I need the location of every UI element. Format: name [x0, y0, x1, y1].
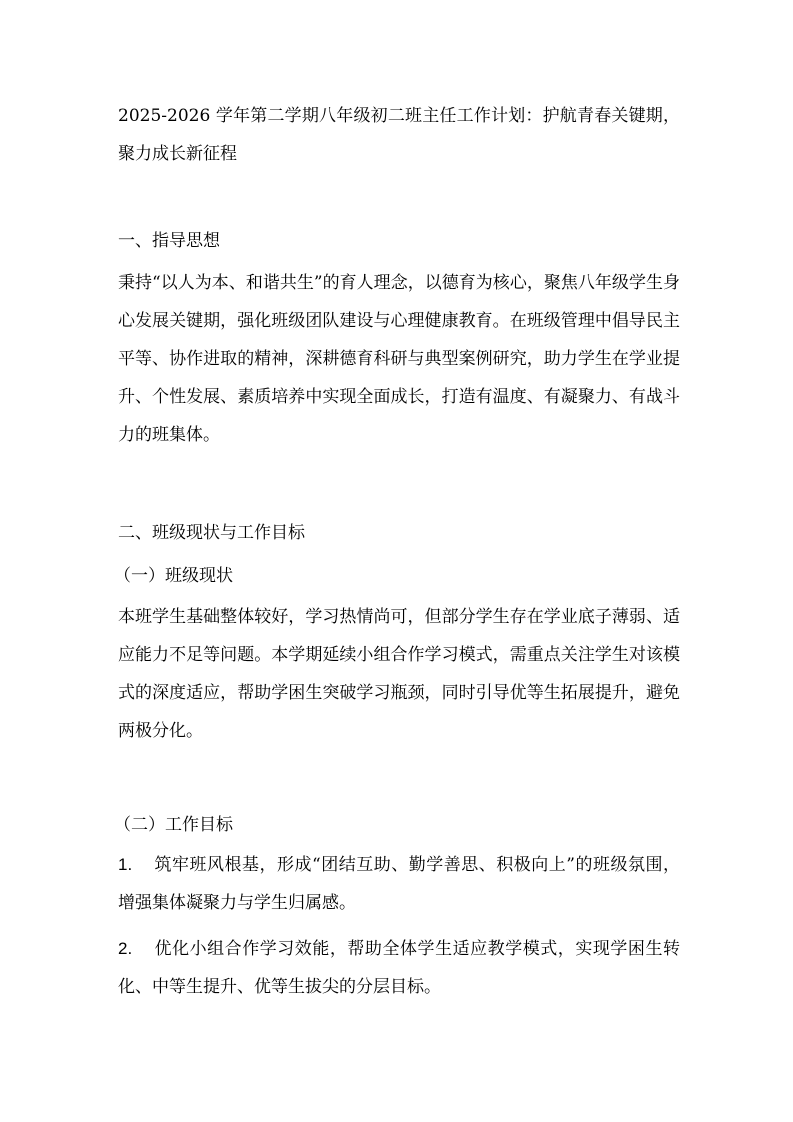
subsection-heading-class-status: （一）班级现状 — [114, 566, 233, 586]
list-item-text: 筑牢班风根基，形成“团结互助、勤学善思、积极向上”的班级氛围，增强集体凝聚力与学生归属感。 — [118, 855, 680, 913]
list-item — [118, 930, 680, 1006]
paragraph-guiding-ideology: 秉持“以人为本、和谐共生”的育人理念，以德育为核心，聚焦八年级学生身心发展关键期，强化班级团队建设与心理健康教育。在班级管理中倡导民主平等、协作进取的精神，深耕德育科研与典型案例研究，助力学生在学业提升、个性发展、素质培养中实现全面成长，打造有温度、有凝聚力、有战斗力的班集体。 — [118, 273, 680, 445]
list-item — [118, 846, 680, 922]
document-title: 2025-2026 学年第二学期八年级初二班主任工作计划：护航青春关键期，聚力成长新征程 — [118, 106, 680, 164]
paragraph-class-status: 本班学生基础整体较好，学习热情尚可，但部分学生存在学业底子薄弱、适应能力不足等问题。本学期延续小组合作学习模式，需重点关注学生对该模式的深度适应，帮助学困生突破学习瓶颈，同时引导优等生拓展提升，避免两极分化。 — [118, 607, 680, 741]
list-item-number: 1. — [118, 855, 133, 874]
subsection-heading-work-goals: （二）工作目标 — [114, 815, 233, 835]
section-heading-class-status-goals: 二、班级现状与工作目标 — [118, 523, 305, 543]
list-item-number: 2. — [118, 939, 133, 958]
section-heading-guiding-ideology: 一、指导思想 — [118, 231, 220, 251]
list-item-text: 优化小组合作学习效能，帮助全体学生适应教学模式，实现学困生转化、中等生提升、优等生拔尖的分层目标。 — [118, 939, 680, 997]
